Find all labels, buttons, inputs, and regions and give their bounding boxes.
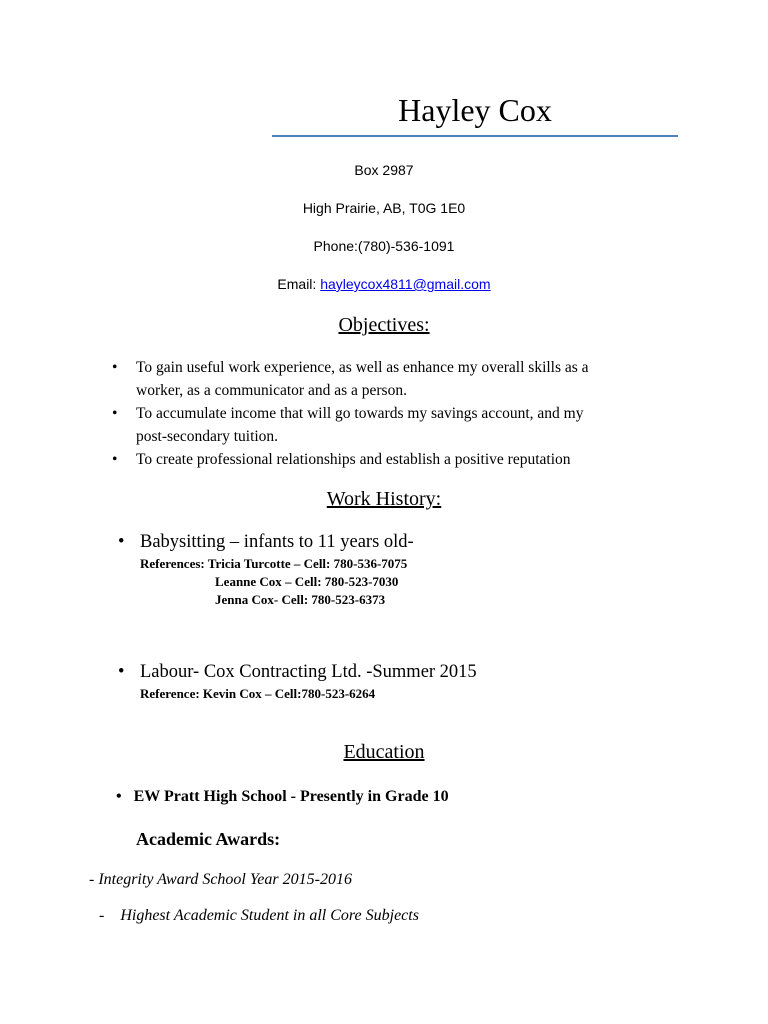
objective-item [112, 448, 672, 471]
job-reference: Leanne Cox – Cell: 780-523-7030 [215, 574, 399, 589]
job-title-text: Babysitting – infants to 11 years old- [140, 532, 414, 552]
name-divider [272, 135, 678, 137]
work-history-heading: Work History: [326, 488, 442, 510]
job-reference: References: Tricia Turcotte – Cell: 780-536-7075 [140, 556, 408, 571]
bullet-icon: • [118, 662, 125, 682]
bullet-icon: • [112, 359, 118, 376]
objective-line: worker, as a communicator and as a person. [136, 382, 407, 399]
objective-line: To gain useful work experience, as well as enhance my overall skills as a [136, 359, 589, 376]
job-reference: Jenna Cox- Cell: 780-523-6373 [215, 592, 386, 607]
contact-address: High Prairie, AB, T0G 1E0 [302, 200, 466, 216]
job-title [118, 662, 477, 683]
email-link[interactable]: hayleycox4811@gmail.com [320, 276, 491, 292]
award-item: - Integrity Award School Year 2015-2016 [89, 871, 352, 888]
bullet-icon: • [112, 451, 118, 468]
objective-line: post-secondary tuition. [136, 428, 279, 445]
academic-awards-title: Academic Awards: [136, 829, 281, 849]
email-label: Email: [277, 276, 321, 292]
objective-line: To accumulate income that will go towards my savings account, and my [136, 405, 584, 422]
bullet-icon: • [118, 532, 125, 552]
contact-box: Box 2987 [354, 162, 414, 178]
objective-line: To create professional relationships and establish a positive reputation [136, 451, 571, 468]
job-reference: Reference: Kevin Cox – Cell:780-523-6264 [140, 686, 376, 701]
contact-phone: Phone:(780)-536-1091 [313, 238, 455, 254]
objectives-heading: Objectives: [338, 314, 430, 336]
school-text: EW Pratt High School - Presently in Grade 10 [133, 788, 449, 805]
contact-email-line [0, 276, 768, 292]
education-heading: Education [343, 741, 425, 763]
resume-name: Hayley Cox [398, 92, 552, 128]
education-item [116, 788, 449, 806]
job-title [118, 532, 414, 553]
bullet-icon: • [112, 405, 118, 422]
objectives-list [112, 356, 672, 471]
job-title-text: Labour- Cox Contracting Ltd. -Summer 2015 [140, 662, 477, 682]
bullet-icon: • [116, 788, 122, 805]
objective-item [112, 402, 672, 448]
award-item: - Highest Academic Student in all Core Subjects [99, 907, 419, 924]
objective-item [112, 356, 672, 402]
